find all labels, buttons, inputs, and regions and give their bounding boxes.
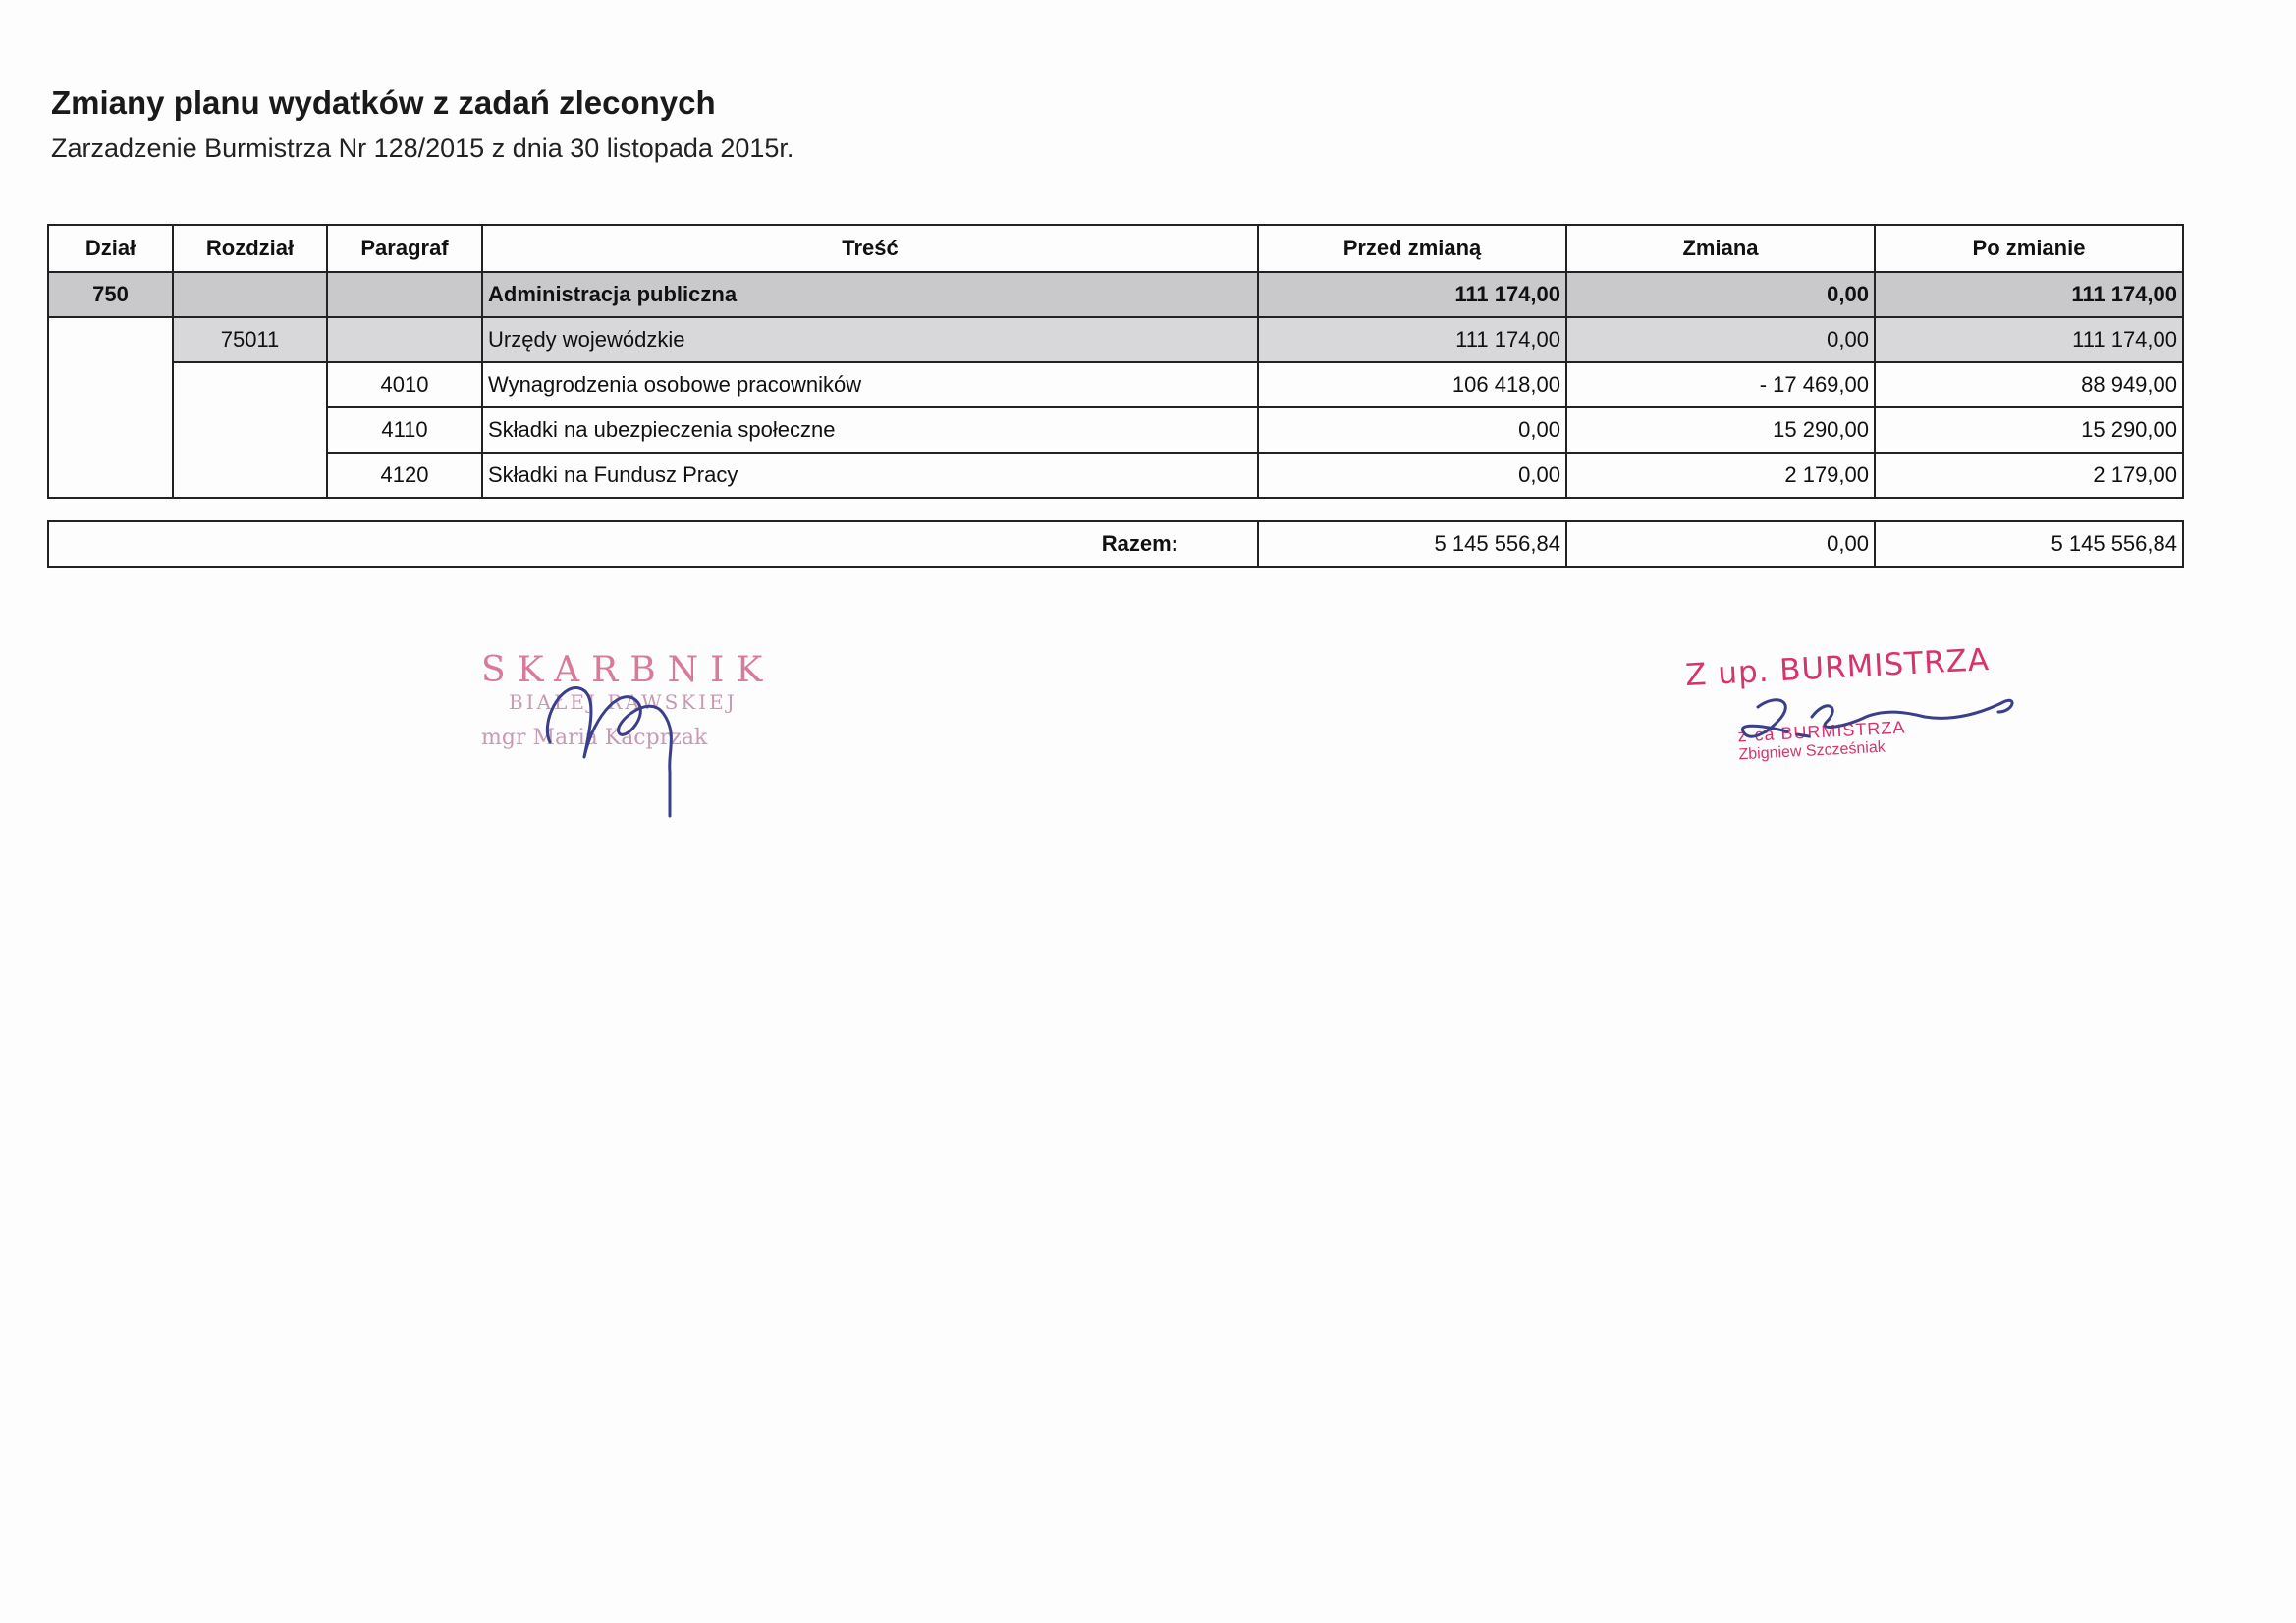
page-title: Zmiany planu wydatków z zadań zleconych — [51, 84, 716, 121]
table-row — [48, 317, 2183, 362]
cell-po: 2 179,00 — [1875, 453, 2183, 498]
cell-dzial: 750 — [48, 272, 173, 317]
cell-zmiana: - 17 469,00 — [1566, 362, 1875, 407]
cell-po: 111 174,00 — [1875, 317, 2183, 362]
cell-zmiana: 2 179,00 — [1566, 453, 1875, 498]
cell-tresc: Składki na ubezpieczenia społeczne — [482, 407, 1258, 453]
stamp-role: z-ca BURMISTRZA — [1737, 717, 1906, 746]
cell-po: 111 174,00 — [1875, 272, 2183, 317]
col-header-tresc: Treść — [482, 225, 1258, 272]
cell-rozdzial — [173, 362, 327, 498]
cell-przed: 0,00 — [1258, 453, 1566, 498]
cell-tresc: Administracja publiczna — [482, 272, 1258, 317]
stamp-name: Zbigniew Szcześniak — [1738, 738, 1886, 764]
cell-paragraf — [327, 317, 482, 362]
total-row — [48, 521, 2183, 567]
cell-zmiana: 0,00 — [1566, 272, 1875, 317]
stamp-title: SKARBNIK — [481, 650, 775, 690]
table-row — [48, 453, 2183, 498]
cell-tresc: Wynagrodzenia osobowe pracowników — [482, 362, 1258, 407]
cell-zmiana: 0,00 — [1566, 317, 1875, 362]
cell-paragraf: 4120 — [327, 453, 482, 498]
cell-po: 15 290,00 — [1875, 407, 2183, 453]
table-row — [48, 407, 2183, 453]
col-header-zmiana: Zmiana — [1566, 225, 1875, 272]
table-row — [48, 272, 2183, 317]
page-subtitle: Zarzadzenie Burmistrza Nr 128/2015 z dnia 30 listopada 2015r. — [51, 134, 794, 163]
total-przed: 5 145 556,84 — [1258, 521, 1566, 567]
table-row — [48, 362, 2183, 407]
cell-przed: 111 174,00 — [1258, 272, 1566, 317]
cell-dzial — [48, 317, 173, 498]
stamp-town: BIAŁEJ RAWSKIEJ — [509, 690, 738, 714]
cell-po: 88 949,00 — [1875, 362, 2183, 407]
cell-przed: 111 174,00 — [1258, 317, 1566, 362]
cell-paragraf — [327, 272, 482, 317]
stamp-name: mgr Maria Kacprzak — [481, 726, 708, 750]
stamp-title: Z up. BURMISTRZA — [1684, 641, 1991, 694]
total-zmiana: 0,00 — [1566, 521, 1875, 567]
cell-rozdzial: 75011 — [173, 317, 327, 362]
cell-paragraf: 4110 — [327, 407, 482, 453]
expenditure-table — [47, 224, 2184, 499]
col-header-przed: Przed zmianą — [1258, 225, 1566, 272]
total-label: Razem: — [48, 521, 1258, 567]
treasurer-signature — [530, 664, 707, 821]
total-table — [47, 520, 2184, 568]
mayor-signature — [1719, 687, 2033, 766]
cell-zmiana: 15 290,00 — [1566, 407, 1875, 453]
col-header-rozdzial: Rozdział — [173, 225, 327, 272]
table-header-row — [48, 225, 2183, 272]
cell-rozdzial — [173, 272, 327, 317]
col-header-po: Po zmianie — [1875, 225, 2183, 272]
col-header-paragraf: Paragraf — [327, 225, 482, 272]
cell-przed: 0,00 — [1258, 407, 1566, 453]
cell-paragraf: 4010 — [327, 362, 482, 407]
col-header-dzial: Dział — [48, 225, 173, 272]
cell-przed: 106 418,00 — [1258, 362, 1566, 407]
total-po: 5 145 556,84 — [1875, 521, 2183, 567]
cell-tresc: Urzędy wojewódzkie — [482, 317, 1258, 362]
cell-tresc: Składki na Fundusz Pracy — [482, 453, 1258, 498]
